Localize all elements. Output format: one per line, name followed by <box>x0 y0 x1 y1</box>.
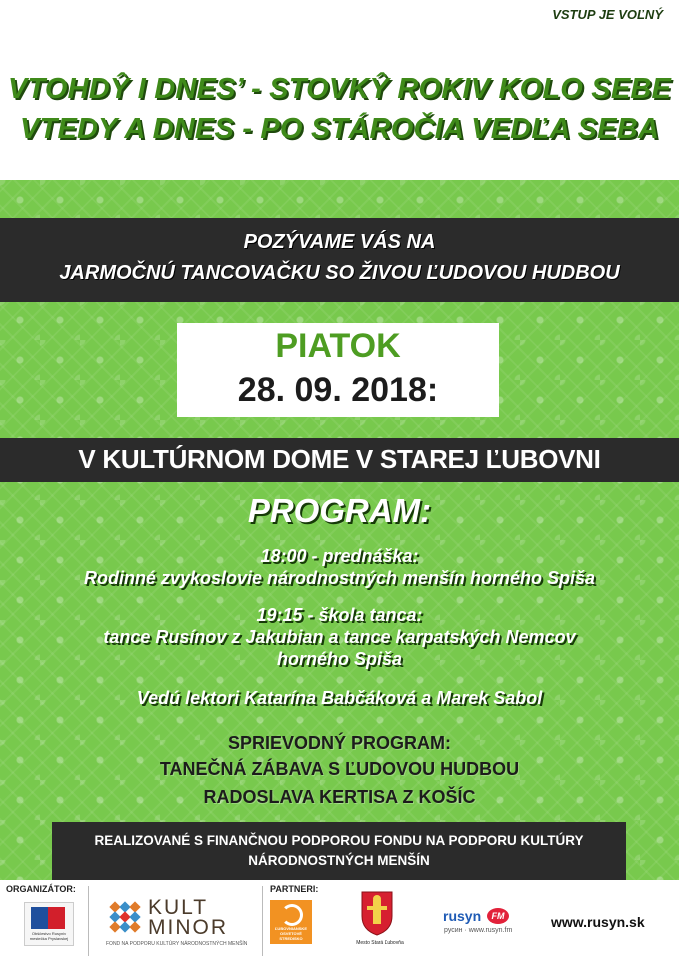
rusyn-fm-badge: FM <box>487 908 509 924</box>
support-box <box>52 822 626 880</box>
venue-text: V KULTÚRNOM DOME V STAREJ ĽUBOVNI <box>78 444 601 474</box>
town-caption: Mesto Stará Ľubovňa <box>356 940 404 946</box>
venue-band <box>0 438 679 482</box>
stara-lubovna-coat-of-arms-icon <box>360 890 394 936</box>
kultminor-logo-text <box>148 898 228 938</box>
program-item-2-desc-line-2: horného Spiša <box>276 649 402 669</box>
footer-divider <box>262 886 263 956</box>
rusini-logo-caption: Obščestvo Rusyniv mestečka Pryslavskej <box>29 931 69 941</box>
side-program-line-3: RADOSLAVA KERTISA Z KOŠÍC <box>203 787 476 807</box>
program-item-1-time: 18:00 - prednáška: <box>260 546 419 566</box>
rusyn-fm-logo-word: rusyn <box>443 908 482 924</box>
free-entry-note: VSTUP JE VOĽNÝ <box>552 7 663 22</box>
website-url: www.rusyn.sk <box>551 914 645 930</box>
program-lecturers: Vedú lektori Katarína Babčáková a Marek Sabol <box>136 688 543 708</box>
rusyn-fm-subtitle: русин · www.rusyn.fm <box>444 927 513 934</box>
side-program-line-2: TANEČNÁ ZÁBAVA S ĽUDOVOU HUDBOU <box>159 759 520 779</box>
event-date: 28. 09. 2018: <box>237 371 439 409</box>
invitation-line-2: JARMOČNÚ TANCOVAČKU SO ŽIVOU ĽUDOVOU HUDBOU <box>59 262 620 284</box>
support-line-1: REALIZOVANÉ S FINANČNOU PODPOROU FONDU NA PODPORU KULTÚRY <box>94 833 584 848</box>
support-line-2: NÁRODNOSTNÝCH MENŠÍN <box>248 853 430 868</box>
footer-divider <box>88 886 89 956</box>
footer <box>0 880 679 960</box>
program-item-2-desc-line-1: tance Rusínov z Jakubian a tance karpatských Nemcov <box>103 627 576 647</box>
invitation-line-1: POZÝVAME VÁS NA <box>243 231 436 253</box>
program-title: PROGRAM: <box>247 492 432 529</box>
rusini-emblem-icon <box>31 907 65 929</box>
title-slovak: VTEDY A DNES - PO STÁROČIA VEDĽA SEBA <box>19 113 660 145</box>
kultminor-pattern-icon <box>108 900 142 934</box>
rusini-organizer-logo <box>24 902 74 946</box>
osvetove-stredisko-logo <box>270 900 312 944</box>
kultminor-caption: FOND NA PODPORU KULTÚRY NÁRODNOSTNÝCH MENŠÍN <box>106 941 248 947</box>
kultminor-word-1: KULT <box>148 896 209 919</box>
event-day: PIATOK <box>275 327 401 365</box>
organizer-label: ORGANIZÁTOR: <box>6 884 76 894</box>
header-area <box>0 0 679 180</box>
program-item-2-time: 19:15 - škola tanca: <box>256 605 423 625</box>
osvetove-ring-icon <box>281 904 303 926</box>
title-rusyn: VTOHDŶ I DNES’ - STOVKŶ ROKIV KOLO SEBE <box>7 73 672 105</box>
program-item-1-desc: Rodinné zvykoslovie národnostných menšín horného Spiša <box>83 568 596 588</box>
date-box <box>177 323 499 417</box>
side-program-title: SPRIEVODNÝ PROGRAM: <box>227 733 452 753</box>
osvetove-caption: ĽUBOVNIANSKE OSVETOVÉ STREDISKO <box>274 926 307 941</box>
invitation-band <box>0 218 679 302</box>
partners-label: PARTNERI: <box>270 884 319 894</box>
kultminor-word-2: MINOR <box>148 916 228 939</box>
